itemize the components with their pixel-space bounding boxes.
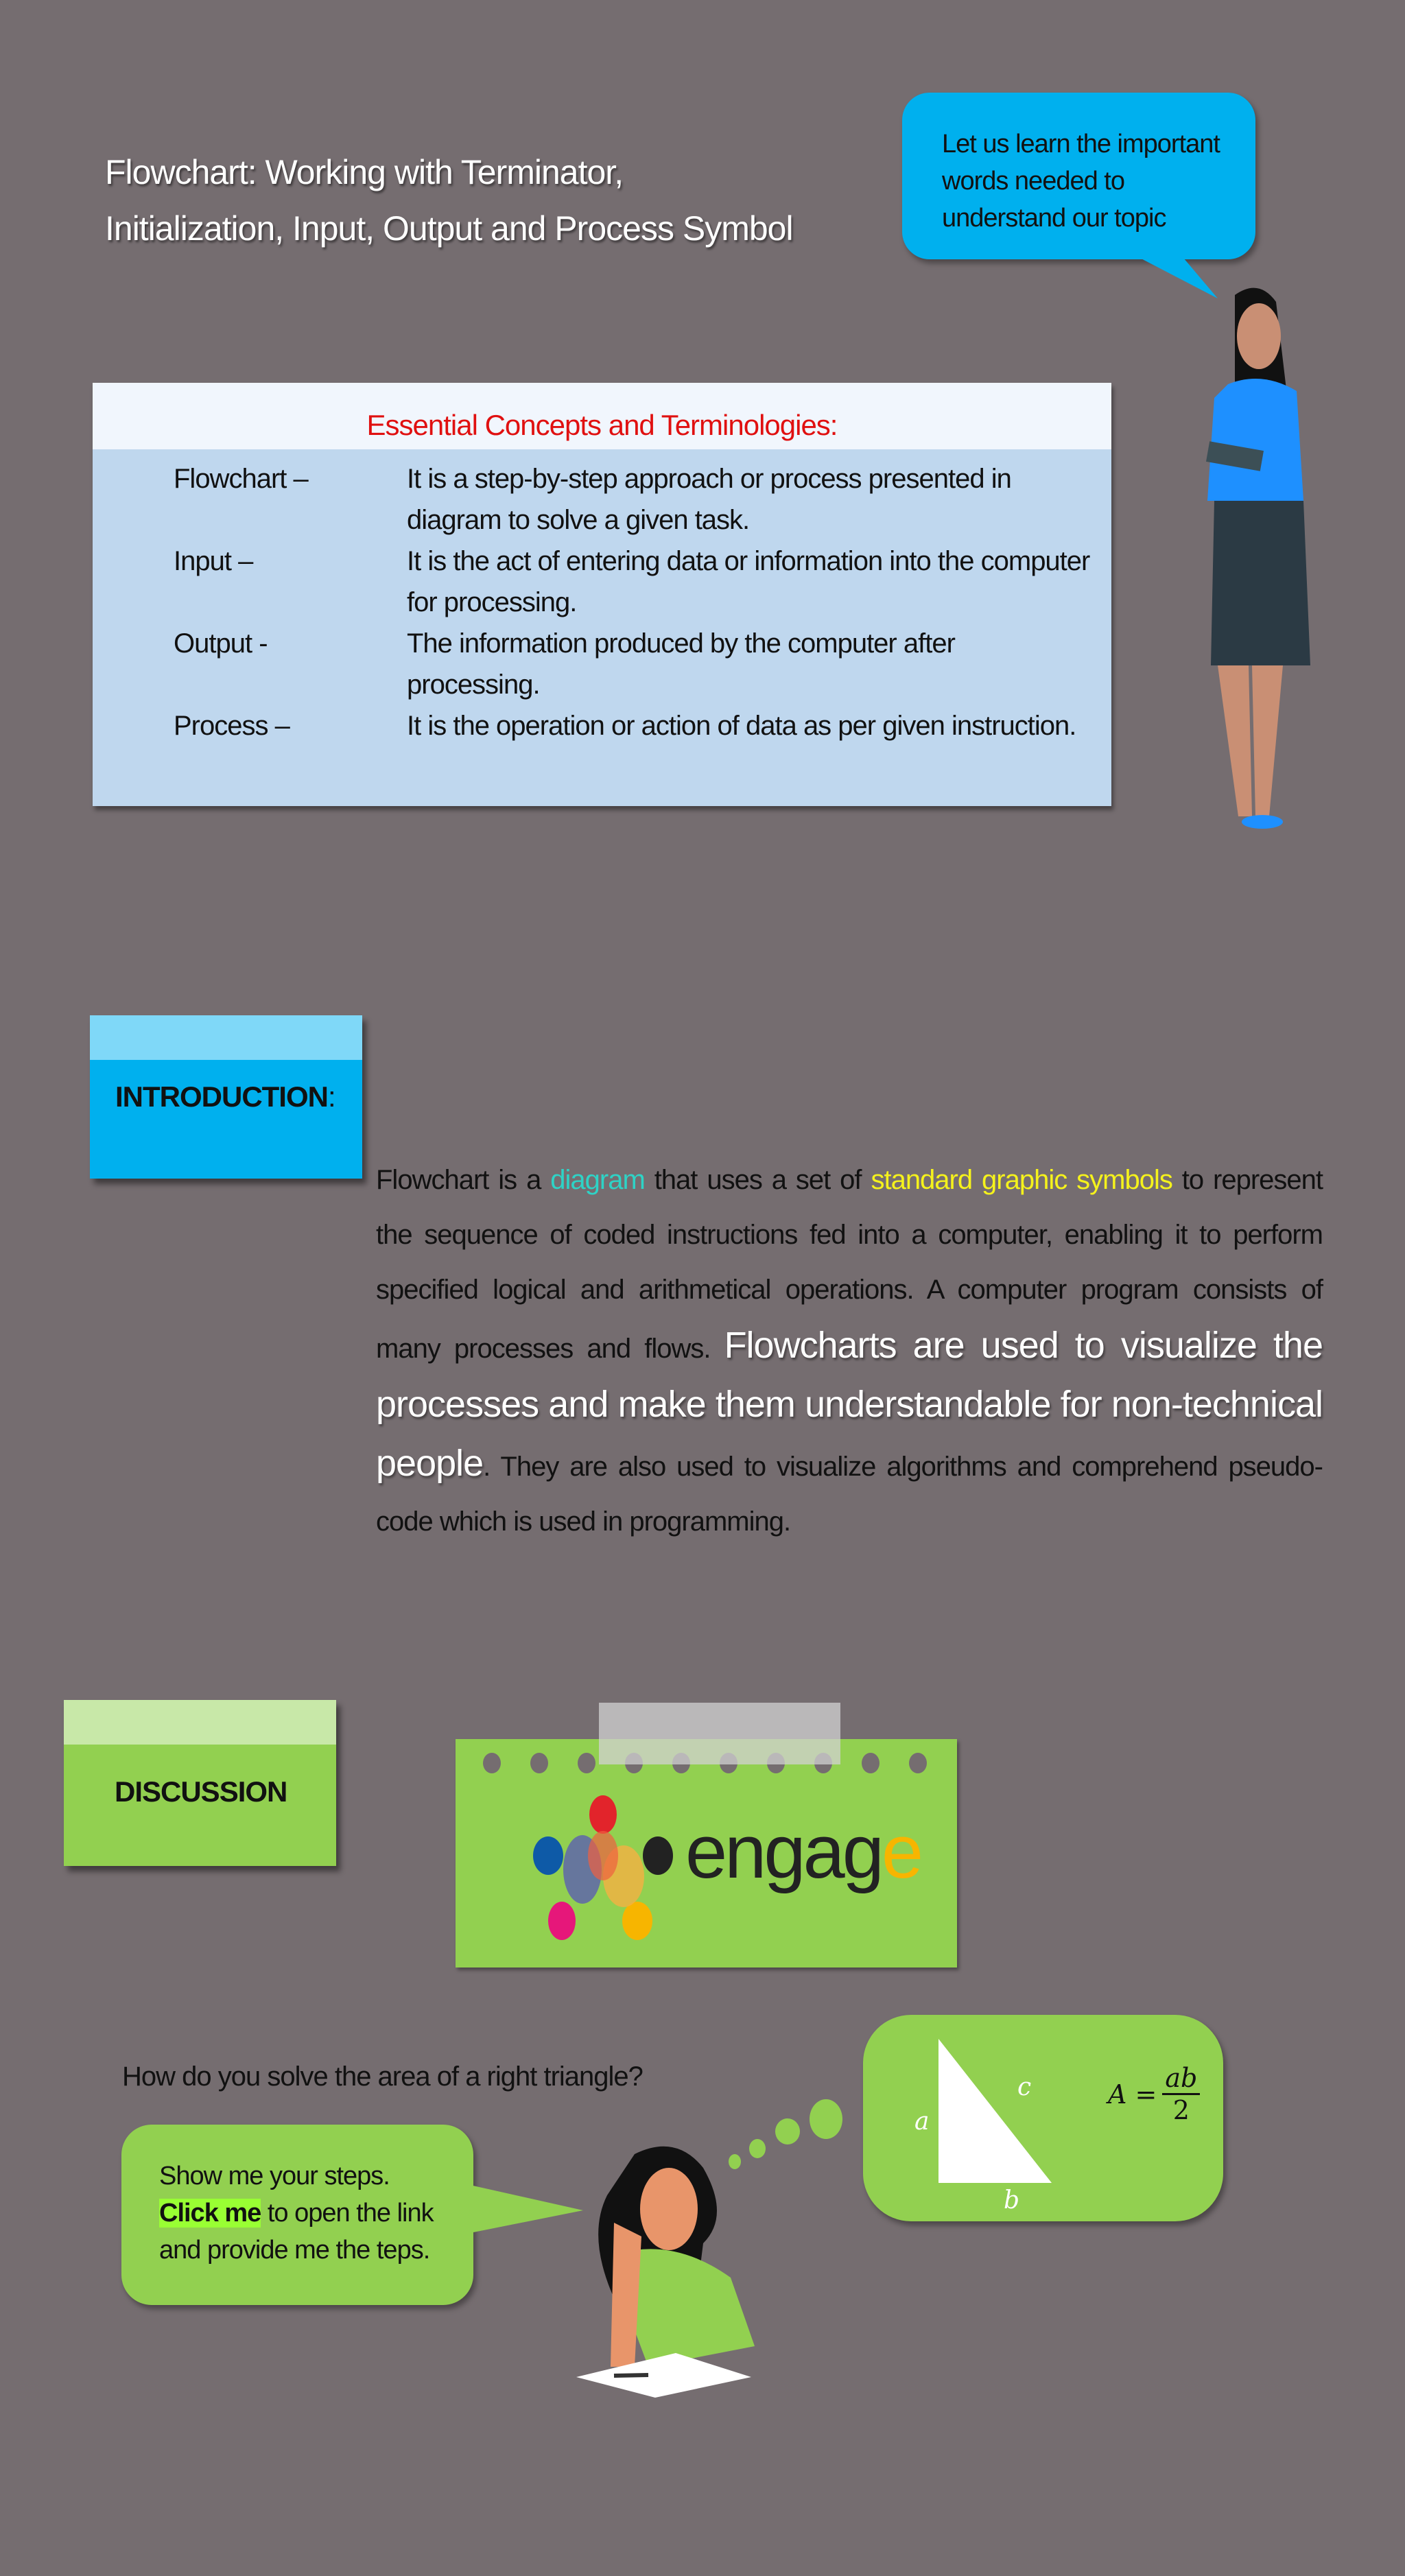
definition: It is the operation or action of data as per given instruction. (407, 711, 1076, 741)
bubble-text: Let us learn the important (942, 130, 1220, 158)
thought-bubble (863, 2015, 1223, 2221)
term: Flowchart – (174, 464, 308, 494)
terminology-table (93, 383, 1111, 806)
engage-logo-text: engage (685, 1810, 921, 1894)
introduction-card (90, 1015, 362, 1179)
side-a-label: a (914, 2107, 930, 2136)
text: to represent the sequence of coded instructions fed into a computer, enabling it to perform specified logical and arithmetical operations. A computer program consists of many processes and flows. (376, 1165, 1323, 1364)
bubble-text: and provide me the teps. (159, 2236, 430, 2265)
introduction-paragraph (376, 1153, 1323, 1549)
title-line-1: Flowchart: Working with Terminator, (105, 153, 624, 191)
introduction-label: INTRODUCTION (115, 1080, 328, 1113)
definition: It is the act of entering data or information into the computer for processing. (407, 546, 1090, 617)
click-me-link[interactable]: Click me (159, 2199, 261, 2228)
colon: : (327, 1080, 335, 1113)
text: Flowchart is a (376, 1165, 551, 1195)
term: Process – (174, 711, 290, 741)
side-b-label: b (1004, 2186, 1020, 2214)
text: that uses a set of (644, 1165, 871, 1195)
tape (599, 1703, 840, 1764)
discussion-label: DISCUSSION (115, 1775, 287, 1808)
teacher-speech-bubble (902, 93, 1255, 259)
highlight-diagram: diagram (550, 1165, 645, 1195)
side-c-label: c (1017, 2073, 1032, 2101)
bubble-text: to open the link (261, 2199, 434, 2228)
emphasis-text: Flowcharts are used to visualize the processes and make them understandable for non-technical people (376, 1325, 1323, 1484)
highlight-symbols: standard graphic symbols (871, 1165, 1172, 1195)
title-line-2: Initialization, Input, Output and Process Symbol (105, 209, 793, 248)
teacher-illustration (1194, 281, 1351, 837)
term: Input – (174, 546, 253, 576)
page-title (105, 144, 793, 257)
thought-dot (810, 2099, 842, 2139)
area-formula: A = $\frac{ab}{2}$ (1108, 2063, 1200, 2125)
term: Output - (174, 628, 268, 659)
discussion-card (64, 1700, 336, 1866)
definition: It is a step-by-step approach or process presented in diagram to solve a given task. (407, 464, 1011, 535)
bubble-text: words needed to (942, 167, 1124, 196)
student-illustration (573, 2140, 847, 2401)
definition: The information produced by the computer after processing. (407, 628, 955, 700)
engage-logo-icon (528, 1794, 678, 1945)
engage-notebook (456, 1739, 957, 1968)
discussion-question: How do you solve the area of a right triangle? (122, 2061, 643, 2092)
bubble-tail (470, 2182, 587, 2243)
bubble-text: understand our topic (942, 204, 1166, 233)
student-speech-bubble (121, 2125, 473, 2305)
bubble-text: Show me your steps. (159, 2162, 390, 2190)
terminology-heading: Essential Concepts and Terminologies: (93, 383, 1111, 449)
text: . They are also used to visualize algorithms and comprehend pseudo-code which is used in programming. (376, 1452, 1323, 1537)
